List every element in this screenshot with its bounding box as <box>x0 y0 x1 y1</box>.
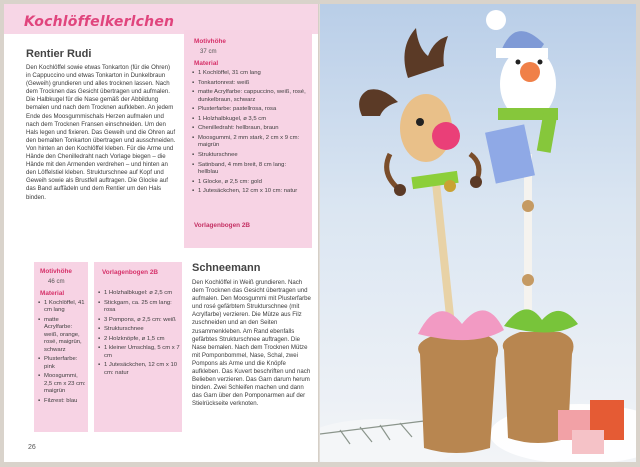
list-item: ▪ Strukturschnee <box>98 326 144 333</box>
rudi-motivhoehe-label: Motivhöhe <box>194 38 226 45</box>
schnee-material-list-left <box>38 300 86 407</box>
list-item: ▪ 3 Pompons, ø 2,5 cm: weiß <box>98 316 176 323</box>
bell-icon <box>444 180 456 192</box>
list-item: ▪ matte Acrylfarbe: cappuccino, weiß, rosé, dunkelbraun, schwarz <box>192 89 306 103</box>
rudi-nose <box>432 122 460 150</box>
rudi-material-list <box>192 70 306 198</box>
list-item: ▪ 1 Jutesäckchen, 12 cm x 10 cm: natur <box>192 188 298 195</box>
schnee-material-box-right <box>94 262 182 432</box>
list-item: ▪ Moosgummi, 2,5 cm x 23 cm: maigrün <box>38 373 86 395</box>
list-item: ▪ 1 Kochlöffel, 41 cm lang <box>38 300 85 314</box>
page-number: 26 <box>28 444 36 451</box>
left-page <box>4 4 320 462</box>
photo-page <box>320 4 636 462</box>
list-item: ▪ Satinband, 4 mm breit, 8 cm lang: hellblau <box>192 161 287 175</box>
schnee-heading: Schneemann <box>192 262 261 274</box>
list-item: ▪ Plusterfarbe: pink <box>38 356 78 370</box>
list-item: ▪ Moosgummi, 2 mm stark, 2 cm x 9 cm: maigrün <box>192 134 300 149</box>
schnee-material-list-right <box>98 290 180 379</box>
schnee-material-label: Material <box>40 290 65 297</box>
rudi-vorlagen-label: Vorlagenbogen 2B <box>194 222 250 229</box>
list-item: ▪ 1 Holzhalbkugel: ø 2,5 cm <box>98 290 173 296</box>
schnee-material-box-left <box>34 262 88 432</box>
rudi-instructions: Den Kochlöffel sowie etwas Tonkarton (für die Ohren) in Cappuccino und etwas Tonkarton in Dunkelbraun (Geweih) grundieren und alles trocknen lassen. Nach dem Trocknen das Gesicht übertragen und aufmalen. Die Halbkugel für die Nase gemäß der Abbildung bemalen und nach dem Trocknen aufkleben. An jedem Ende des Moosgummischals Herzen aufmalen und nach dem Trocknen Fransen einschneiden. Um den Hals legen und fixieren. Das Geweih und die Ohren auf den bemalten Tonkarton übertragen und ausschneiden. Von hinten an den Kochlöffel kleben. Für die Arme und Hände den Chenilledraht nach Vorlage biegen – die Hände mit den Armenden verdrehen – und hinten an den Löffelstiel kleben. Strukturschnee auf Kopf und Geweih sowie als Brustfell auftragen. Die Glocke auf das Band auffädeln und dem Rentier um den Hals binden. <box>26 64 176 201</box>
schnee-vorlagen-label: Vorlagenbogen 2B <box>102 269 158 276</box>
antler-shape <box>404 28 448 78</box>
list-item: ▪ 1 Jutesäckchen, 12 cm x 10 cm: natur <box>98 362 178 376</box>
schnee-motivhoehe-label: Motivhöhe <box>40 268 72 275</box>
list-item: ▪ Plusterfarbe: pastellrosa, rosa <box>192 106 277 113</box>
craft-photo <box>320 4 636 462</box>
jute-sack <box>418 334 498 453</box>
rudi-material-label: Material <box>194 60 219 67</box>
list-item: ▪ Filzrest: blau <box>38 397 78 404</box>
rudi-material-box <box>184 30 312 248</box>
list-item: ▪ Stickgarn, ca. 25 cm lang: rosa <box>98 299 172 313</box>
list-item: ▪ 1 Glocke, ø 2,5 cm: gold <box>192 178 262 185</box>
rudi-motivhoehe-value: 37 cm <box>200 48 217 55</box>
list-item: ▪ Tonkartonrest: weiß <box>192 79 250 86</box>
list-item: ▪ Chenilledraht: hellbraun, braun <box>192 125 279 132</box>
list-item: ▪ 1 Holzhalbkugel, ø 3,5 cm <box>192 115 267 122</box>
snowman-nose <box>520 62 540 82</box>
list-item: ▪ matte Acrylfarbe: weiß, orange, rosé, maigrün, schwarz <box>38 317 82 353</box>
page-title: Kochlöffelkerlchen <box>24 14 175 30</box>
list-item: ▪ 2 Holzknöpfe, ø 1,5 cm <box>98 335 165 342</box>
envelope-shape <box>485 124 535 183</box>
schnee-instructions: Den Kochlöffel in Weiß grundieren. Nach dem Trocknen das Gesicht übertragen und aufmalen. Den Moosgummi mit Plusterfarbe und rosé gefärbtem Strukturschnee (mit Acrylfarbe) verzieren. Die Mütze aus Filz zuschneiden und an den Seiten zusammenkleben. Am Rand ebenfalls gefärbtes Strukturschnee auftragen. Die Nase bemalen. Nach dem Trocknen Mütze mit Pomponbommel, Nase, Schal, zwei Pompons als Arme und die Knöpfe aufkleben. Das Kuvert beschriften und nach Belieben verzieren. Das Garn darum herum binden. Zwei Schleifen machen und dann das Garn über den Pomponarmen auf der Stielrückseite verknoten. <box>192 279 311 408</box>
list-item: ▪ Strukturschnee <box>192 151 238 158</box>
list-item: ▪ 1 kleiner Umschlag, 5 cm x 7 cm <box>98 345 180 359</box>
schnee-motivhoehe-value: 46 cm <box>48 278 65 285</box>
list-item: ▪ 1 Kochlöffel, 31 cm lang <box>192 70 261 76</box>
rudi-heading: Rentier Rudi <box>26 48 92 60</box>
